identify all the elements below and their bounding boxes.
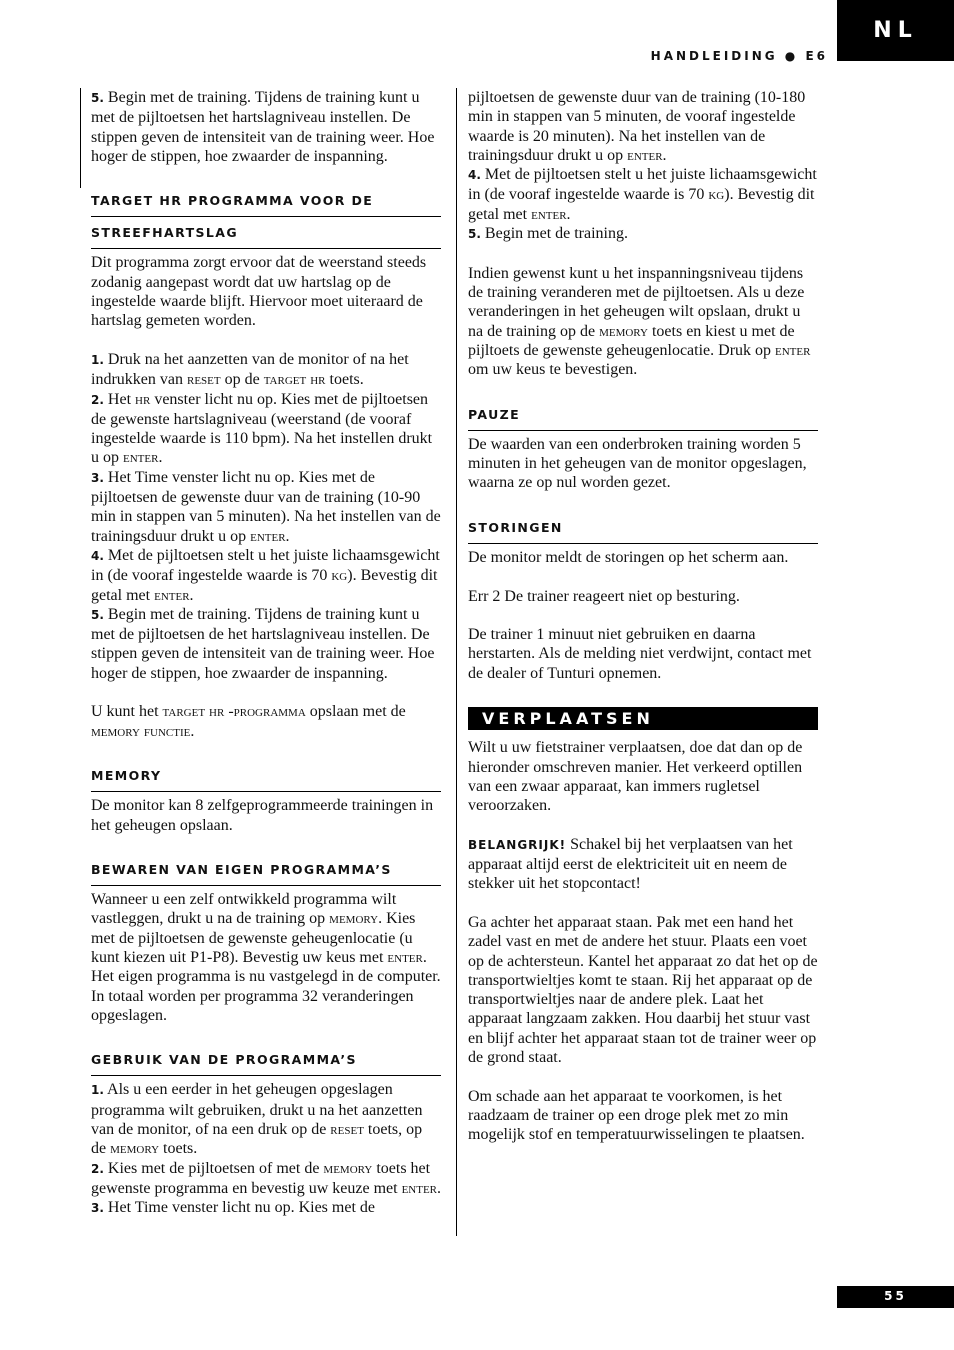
list-item: 4. Met de pijltoetsen stelt u het juiste lichaamsgewicht in (de vooraf ingestelde waarde is 70 kg). Bevestig dit getal met enter. [91,546,440,604]
section-heading: STORINGEN [468,512,818,544]
section-heading: GEBRUIK VAN DE PROGRAMMA’S [91,1044,441,1076]
section-heading: PAUZE [468,399,818,431]
section-banner: VERPLAATSEN [468,707,818,730]
paragraph: Ga achter het apparaat staan. Pak met een hand het zadel vast en met de andere het stuur. Plaats een voet op de achtersteun. Kantel het apparaat zo dat het op de transportwieltjes komt te staan. Rij het apparaat op de transportwieltjes naar de andere plek. Laat het apparaat langzaam zakken. Hou daarbij het stuur vast en blijf achter het apparaat staan tot de trainer weer op de grond staat. [468,913,818,1067]
paragraph: 5. Begin met de training. Tijdens de training kunt u met de pijltoetsen het hartslagniveau instellen. De stippen geven de intensiteit van de training weer. Hoe hoger de stippen, hoe zwaarder de inspanning. [91,89,435,165]
list-item: 1. Druk na het aanzetten van de monitor of na het indrukken van reset op de target hr toets. [91,350,409,389]
paragraph: De waarden van een onderbroken training worden 5 minuten in het geheugen van de monitor opgeslagen, waarna ze op nul worden gezet. [468,435,807,492]
paragraph: Om schade aan het apparaat te voorkomen, is het raadzaam de trainer op een droge plek met zo min mogelijk stof en temperatuurwisselingen te plaatsen. [468,1087,805,1144]
list-item: 3. Het Time venster licht nu op. Kies met de pijltoetsen de gewenste duur van de training (10-90 min in stappen van 5 minuten). Na het instellen van de trainingsduur drukt u op enter. [91,468,441,545]
paragraph: Indien gewenst kunt u het inspanningsniveau tijdens de training veranderen met de pijltoetsen. Als u deze veranderingen in het geheugen wilt opslaan, drukt u na de training op de memory toets en kiest u met de pijltoets de gewenste geheugenlocatie. Druk op enter om uw keus te bevestigen. [468,264,811,379]
paragraph: BELANGRIJK! Schakel bij het verplaatsen van het apparaat altijd eerst de elektriciteit uit en neem de stekker uit het stopcontact! [468,835,793,893]
list-item: 3. Het Time venster licht nu op. Kies met de [91,1199,375,1217]
paragraph: Wanneer u een zelf ontwikkeld programma wilt vastleggen, drukt u na de training op memory. Kies met de pijltoetsen de gewenste geheugenlocatie (u kunt kiezen uit P1-P8). Bevestig uw keus met enter. Het eigen programma is nu vastgelegd in de computer. In totaal worden per programma 32 veranderingen opgeslagen. [91,891,441,1024]
list-item: 5. Begin met de training. [468,225,628,243]
list-item: 5. Begin met de training. Tijdens de training kunt u met de pijltoetsen de het hartslagniveau instellen. De stippen geven de intensiteit van de training weer. Hoe hoger de stippen, hoe zwaarder de inspanning. [91,605,435,682]
language-tab: NL [837,0,954,61]
right-column [468,88,818,1164]
paragraph: De monitor meldt de storingen op het scherm aan. [468,548,789,566]
left-column [91,88,441,1219]
column-rule-middle [456,88,457,1236]
paragraph: Err 2 De trainer reageert niet op besturing. [468,587,740,605]
section-heading: TARGET HR PROGRAMMA VOOR DE [91,193,374,209]
list-item: 2. Het hr venster licht nu op. Kies met de pijltoetsen de gewenste hartslagniveau (weerstand (de vooraf ingestelde waarde is 110 bpm). Na het instellen drukt u op enter. [91,390,433,467]
column-rule-left [80,88,81,188]
paragraph: Dit programma zorgt ervoor dat de weerstand steeds zodanig aangepast wordt dat uw hartslag op de ingestelde waarde blijft. Hiervoor moet uiteraard de hartslag gemeten worden. [91,254,427,330]
list-item: 4. Met de pijltoetsen stelt u het juiste lichaamsgewicht in (de vooraf ingestelde waarde is 70 kg). Bevestig dit getal met enter. [468,166,817,223]
list-item: 2. Kies met de pijltoetsen of met de memory toets het gewenste programma en bevestig uw keuze met enter. [91,1159,442,1197]
warning-label: BELANGRIJK! [468,837,567,852]
page-number: 55 [837,1286,954,1308]
section-heading: BEWAREN VAN EIGEN PROGRAMMA’S [91,854,441,886]
running-header: HANDLEIDING ● E6 [650,49,828,63]
paragraph: pijltoetsen de gewenste duur van de training (10-180 min in stappen van 5 minuten, de vooraf ingestelde waarde is 20 minuten). Na het instellen van de trainingsduur drukt u op enter. [468,89,806,164]
paragraph: U kunt het target hr -programma opslaan met de memory functie. [91,703,406,740]
list-item: 1. Als u een eerder in het geheugen opgeslagen programma wilt gebruiken, drukt u na het aanzetten van de monitor, of na een druk op de reset toets, op de memory toets. [91,1081,423,1158]
section-heading: MEMORY [91,760,441,792]
paragraph: De trainer 1 minuut niet gebruiken en daarna herstarten. Als de melding niet verdwijnt, contact met de dealer of Tunturi opnemen. [468,626,812,682]
paragraph: Wilt u uw fietstrainer verplaatsen, doe dat dan op de hieronder omschreven manier. Het verkeerd optillen van een zwaar apparaat, kan immers rugletsel veroorzaken. [468,739,803,815]
paragraph: De monitor kan 8 zelfgeprogrammeerde trainingen in het geheugen opslaan. [91,797,434,834]
section-heading: STREEFHARTSLAG [91,216,441,249]
